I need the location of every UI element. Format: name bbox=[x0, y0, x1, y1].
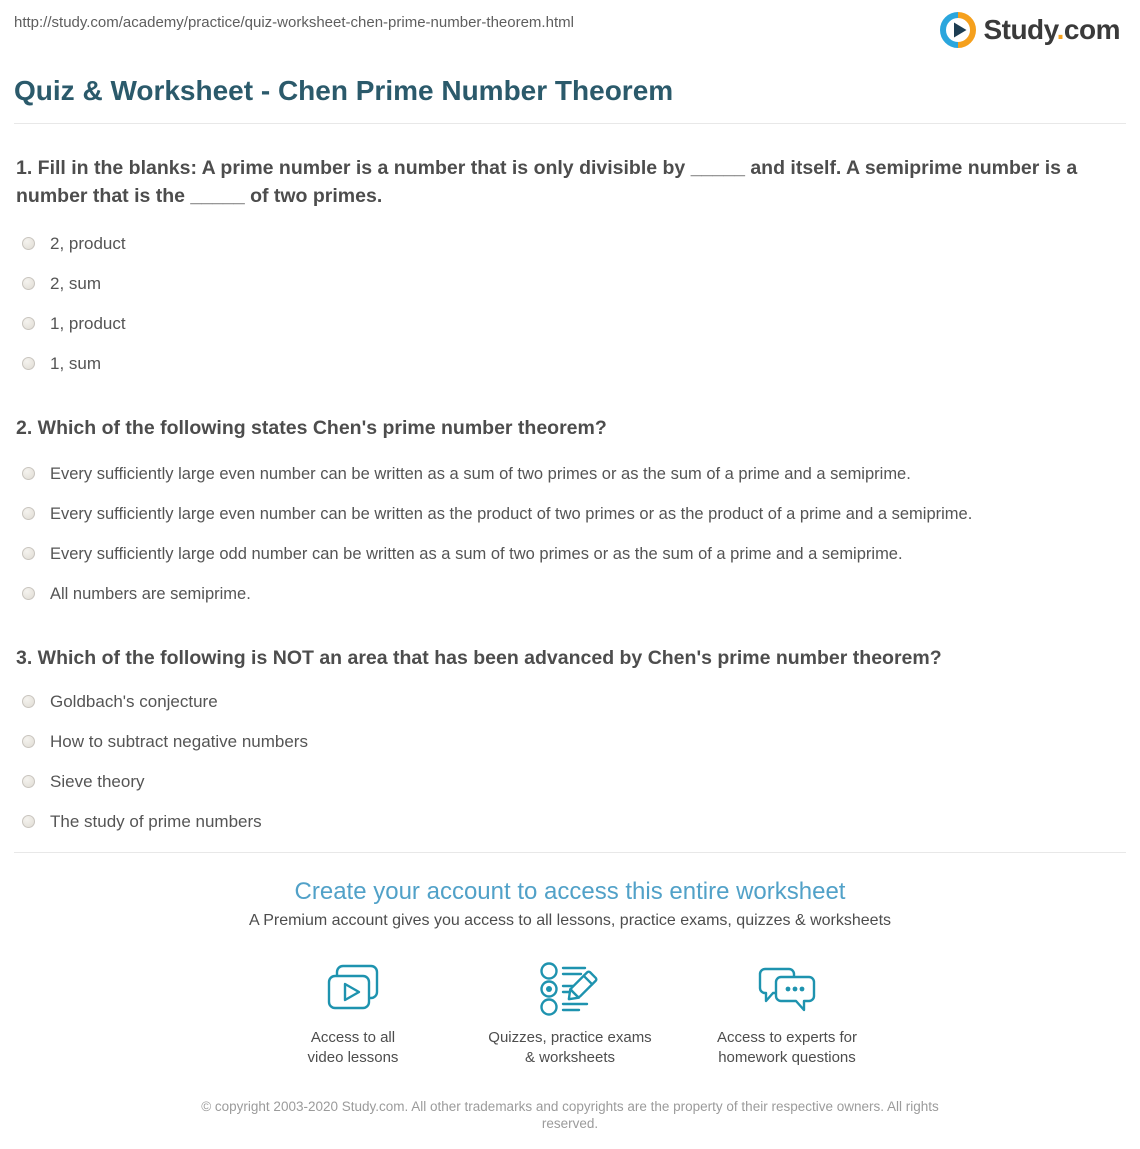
option-label: 2, sum bbox=[50, 274, 102, 293]
option-label: 1, product bbox=[50, 314, 126, 333]
q1-option-4[interactable] bbox=[16, 354, 1124, 374]
radio-button[interactable] bbox=[22, 695, 35, 708]
q1-option-2[interactable] bbox=[16, 274, 1124, 294]
studycom-play-icon bbox=[940, 12, 976, 48]
option-label: 1, sum bbox=[50, 354, 102, 373]
signup-subheading: A Premium account gives you access to all lessons, practice exams, quizzes & worksheets bbox=[248, 912, 892, 929]
option-label: Goldbach's conjecture bbox=[50, 692, 218, 711]
q3-option-1[interactable] bbox=[16, 692, 1124, 712]
page-title: Quiz & Worksheet - Chen Prime Number Theorem bbox=[14, 75, 674, 106]
option-label: The study of prime numbers bbox=[50, 812, 262, 831]
feature-quizzes bbox=[462, 959, 679, 1068]
option-label: 2, product bbox=[50, 234, 126, 253]
radio-button[interactable] bbox=[22, 735, 35, 748]
signup-heading: Create your account to access this entire worksheet bbox=[294, 878, 846, 905]
question-2-prompt: 2. Which of the following states Chen's prime number theorem? bbox=[16, 417, 607, 439]
option-label: All numbers are semiprime. bbox=[50, 585, 251, 603]
quiz-body bbox=[0, 154, 1140, 832]
radio-button[interactable] bbox=[22, 587, 35, 600]
feature-label: Quizzes, practice exams & worksheets bbox=[488, 1029, 652, 1066]
question-1 bbox=[16, 154, 1124, 374]
q1-option-3[interactable] bbox=[16, 314, 1124, 334]
top-bar bbox=[0, 0, 1140, 48]
radio-button[interactable] bbox=[22, 547, 35, 560]
q1-option-1[interactable] bbox=[16, 234, 1124, 254]
quiz-pencil-icon bbox=[535, 959, 605, 1019]
question-2-options bbox=[16, 464, 1124, 604]
divider-bottom bbox=[14, 852, 1126, 853]
radio-button[interactable] bbox=[22, 775, 35, 788]
video-lessons-icon bbox=[321, 959, 385, 1019]
radio-button[interactable] bbox=[22, 277, 35, 290]
q3-option-3[interactable] bbox=[16, 772, 1124, 792]
q3-option-2[interactable] bbox=[16, 732, 1124, 752]
option-label: Every sufficiently large odd number can be written as a sum of two primes or as the sum of a prime and a semiprime. bbox=[50, 545, 903, 563]
feature-experts bbox=[679, 959, 896, 1068]
q3-option-4[interactable] bbox=[16, 812, 1124, 832]
question-2 bbox=[16, 414, 1124, 604]
page-url: http://study.com/academy/practice/quiz-worksheet-chen-prime-number-theorem.html bbox=[14, 14, 574, 31]
studycom-wordmark: Study.com bbox=[983, 14, 1120, 45]
feature-video-lessons bbox=[245, 959, 462, 1068]
question-3 bbox=[16, 644, 1124, 832]
option-label: Sieve theory bbox=[50, 772, 145, 791]
radio-button[interactable] bbox=[22, 467, 35, 480]
option-label: How to subtract negative numbers bbox=[50, 732, 308, 751]
q2-option-1[interactable] bbox=[16, 464, 1124, 484]
chat-experts-icon bbox=[754, 959, 820, 1019]
question-3-prompt: 3. Which of the following is NOT an area that has been advanced by Chen's prime number theorem? bbox=[16, 647, 942, 669]
q2-option-2[interactable] bbox=[16, 504, 1124, 524]
q2-option-3[interactable] bbox=[16, 544, 1124, 564]
radio-button[interactable] bbox=[22, 237, 35, 250]
question-1-options bbox=[16, 234, 1124, 374]
question-3-options bbox=[16, 692, 1124, 832]
feature-label: Access to all video lessons bbox=[307, 1029, 399, 1066]
feature-list bbox=[0, 959, 1140, 1068]
q2-option-4[interactable] bbox=[16, 584, 1124, 604]
radio-button[interactable] bbox=[22, 357, 35, 370]
divider-top bbox=[14, 123, 1126, 124]
feature-label: Access to experts for homework questions bbox=[716, 1029, 858, 1066]
radio-button[interactable] bbox=[22, 507, 35, 520]
signup-section bbox=[0, 877, 1140, 1132]
question-1-prompt: 1. Fill in the blanks: A prime number is a number that is only divisible by _____ and itself. A semiprime number is a number that is the _____ of two primes. bbox=[16, 157, 1078, 207]
option-label: Every sufficiently large even number can be written as a sum of two primes or as the sum of a prime and a semiprime. bbox=[50, 465, 911, 483]
copyright-notice: © copyright 2003-2020 Study.com. All other trademarks and copyrights are the property of their respective owners. All rights reserved. bbox=[201, 1099, 939, 1131]
radio-button[interactable] bbox=[22, 815, 35, 828]
studycom-logo[interactable] bbox=[940, 12, 1120, 48]
radio-button[interactable] bbox=[22, 317, 35, 330]
option-label: Every sufficiently large even number can be written as the product of two primes or as the product of a prime and a semiprime. bbox=[50, 505, 973, 523]
